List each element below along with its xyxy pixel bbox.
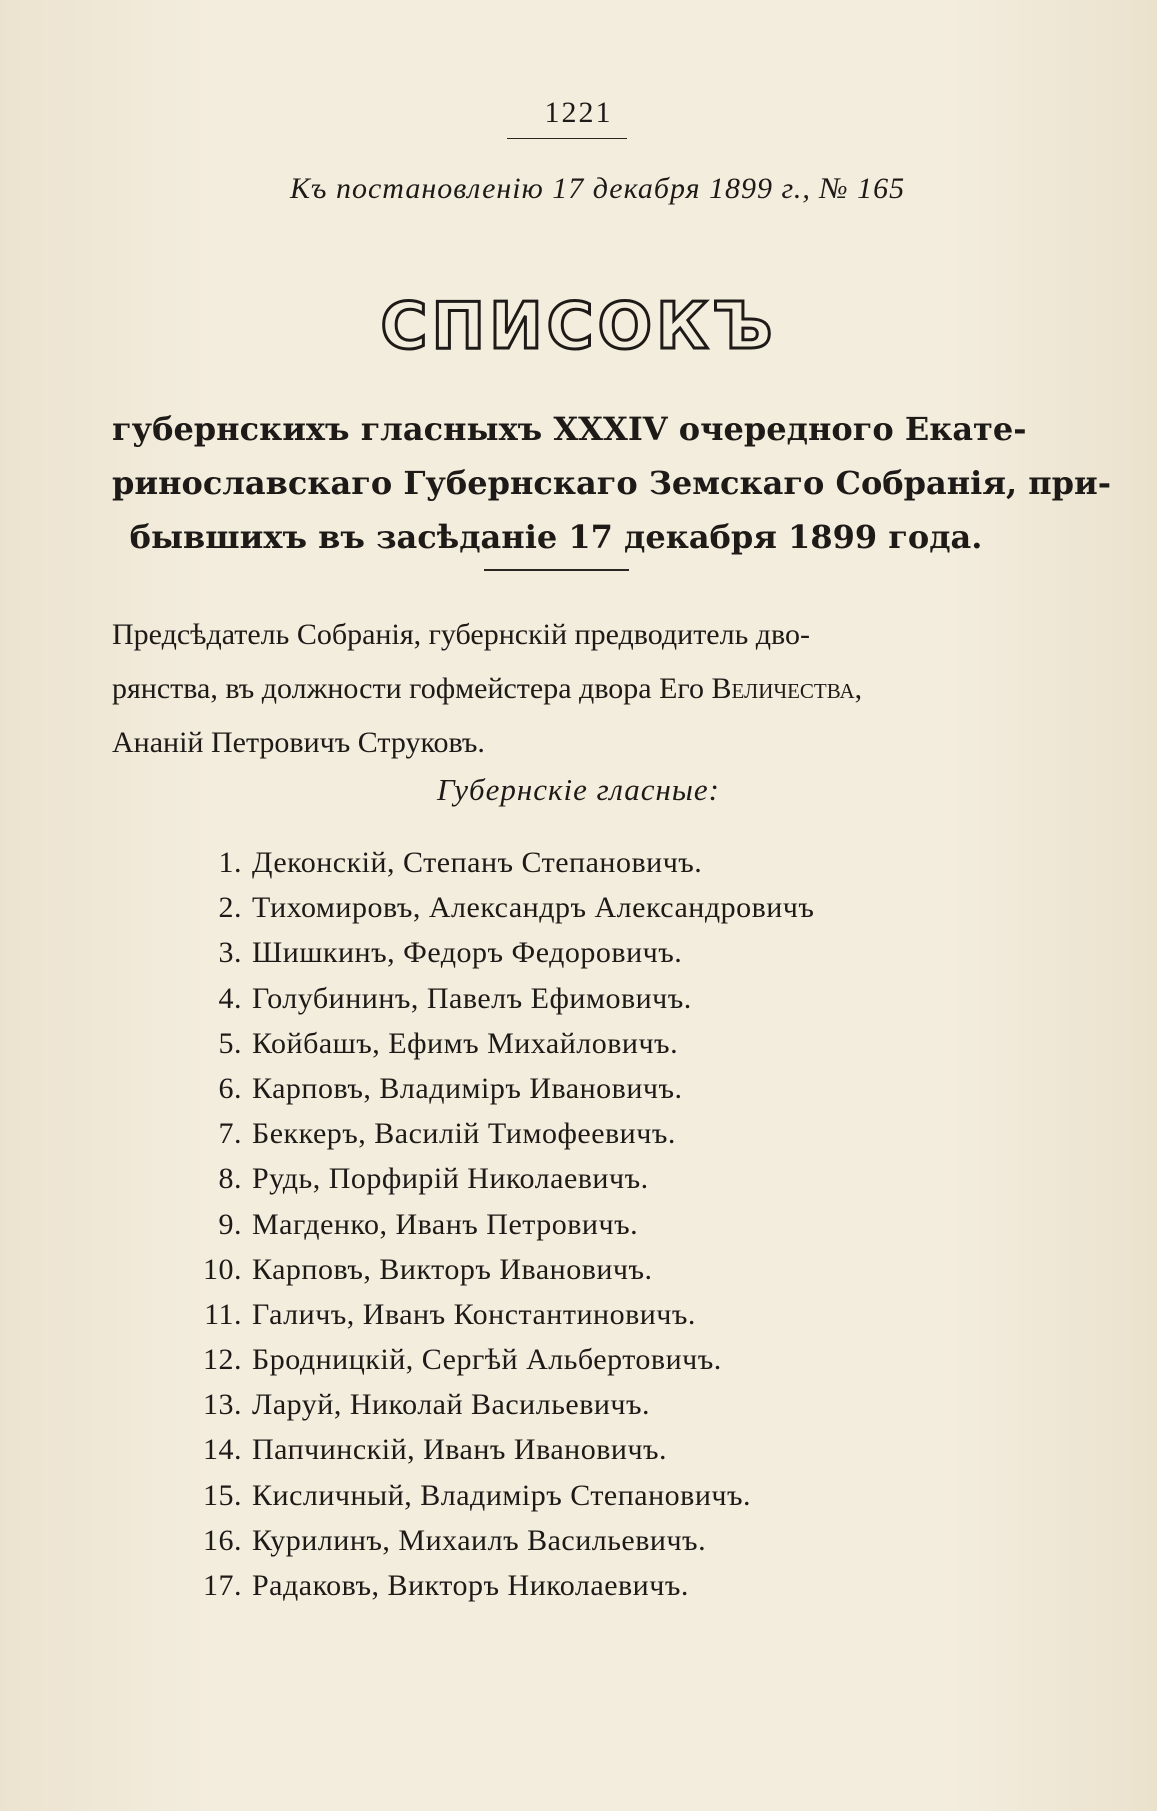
member-number: 15. [203,1478,242,1512]
member-name: Карповъ, Владиміръ Ивановичъ. [252,1071,683,1105]
list-item [170,930,990,975]
list-item [170,885,990,930]
member-number: 10. [203,1252,242,1286]
member-name: Карповъ, Викторъ Ивановичъ. [252,1252,653,1286]
list-item [170,1292,990,1337]
list-item [170,1563,990,1608]
members-subheading: Губернскіе гласные: [437,772,720,807]
page-number: 1221 [544,96,613,129]
document-title: СПИСОКЪ [380,290,777,364]
member-name: Бродницкій, Сергѣй Альбертовичъ. [252,1343,722,1377]
member-number: 5. [218,1026,242,1060]
member-name: Койбашъ, Ефимъ Михайловичъ. [252,1026,679,1060]
member-name: Папчинскій, Иванъ Ивановичъ. [252,1433,668,1467]
list-item [170,1427,990,1472]
resolution-reference: Къ постановленію 17 декабря 1899 г., № 165 [290,172,906,205]
member-name: Деконскій, Степанъ Степановичъ. [252,846,703,879]
chairman-paragraph [112,608,1000,770]
member-number: 1. [218,846,242,879]
members-list [170,840,990,1608]
member-number: 17. [203,1569,242,1602]
heading-line: губернскихъ гласныхъ XXXIV очередного Екате- [112,410,1027,448]
member-name: Рудь, Порфирій Николаевичъ. [252,1162,649,1196]
chairman-title-smallcaps: Величества, [711,672,863,705]
list-item [170,1202,990,1247]
list-item [170,1021,990,1066]
member-name: Ларуй, Николай Васильевичъ. [252,1388,651,1422]
member-number: 11. [204,1297,242,1331]
list-item [170,1156,990,1201]
list-item [170,1382,990,1427]
member-name: Радаковъ, Викторъ Николаевичъ. [252,1569,689,1602]
member-number: 6. [218,1071,242,1105]
list-item [170,1337,990,1382]
list-item [170,1111,990,1156]
chairman-line-3: Ананій Петровичъ Струковъ. [112,726,485,759]
heading-line: бывшихъ въ засѣданіе 17 декабря 1899 года. [129,518,983,556]
page-number-rule [507,138,627,139]
chairman-line-1: Предсѣдатель Собранія, губернскій предводитель дво- [112,618,810,651]
member-number: 7. [218,1117,242,1151]
member-number: 9. [218,1207,242,1241]
member-name: Голубининъ, Павелъ Ефимовичъ. [252,981,692,1015]
list-item [170,1247,990,1292]
member-name: Шишкинъ, Федоръ Федоровичъ. [252,936,683,970]
member-name: Магденко, Иванъ Петровичъ. [252,1207,639,1241]
document-heading [112,402,1112,564]
member-number: 12. [203,1343,242,1377]
member-name: Курилинъ, Михаилъ Васильевичъ. [252,1523,707,1557]
member-number: 3. [218,936,242,970]
list-item [170,1066,990,1111]
member-name: Беккеръ, Василій Тимофеевичъ. [252,1117,676,1151]
heading-line: ринославскаго Губернскаго Земскаго Собранія, при- [112,464,1112,502]
member-name: Галичъ, Иванъ Константиновичъ. [252,1297,696,1331]
list-item [170,976,990,1021]
member-number: 13. [203,1388,242,1422]
member-number: 16. [203,1523,242,1557]
member-number: 14. [203,1433,242,1467]
chairman-line-2 [112,662,1000,716]
chairman-line-2-text: рянства, въ должности гофмейстера двора Его [112,672,712,705]
member-name: Тихомировъ, Александръ Александровичъ [252,891,815,925]
member-number: 4. [218,981,242,1015]
list-item [170,840,990,885]
list-item [170,1473,990,1518]
member-number: 8. [218,1162,242,1196]
section-divider [484,569,629,571]
list-item [170,1518,990,1563]
member-number: 2. [218,891,242,925]
member-name: Кисличный, Владиміръ Степановичъ. [252,1478,751,1512]
